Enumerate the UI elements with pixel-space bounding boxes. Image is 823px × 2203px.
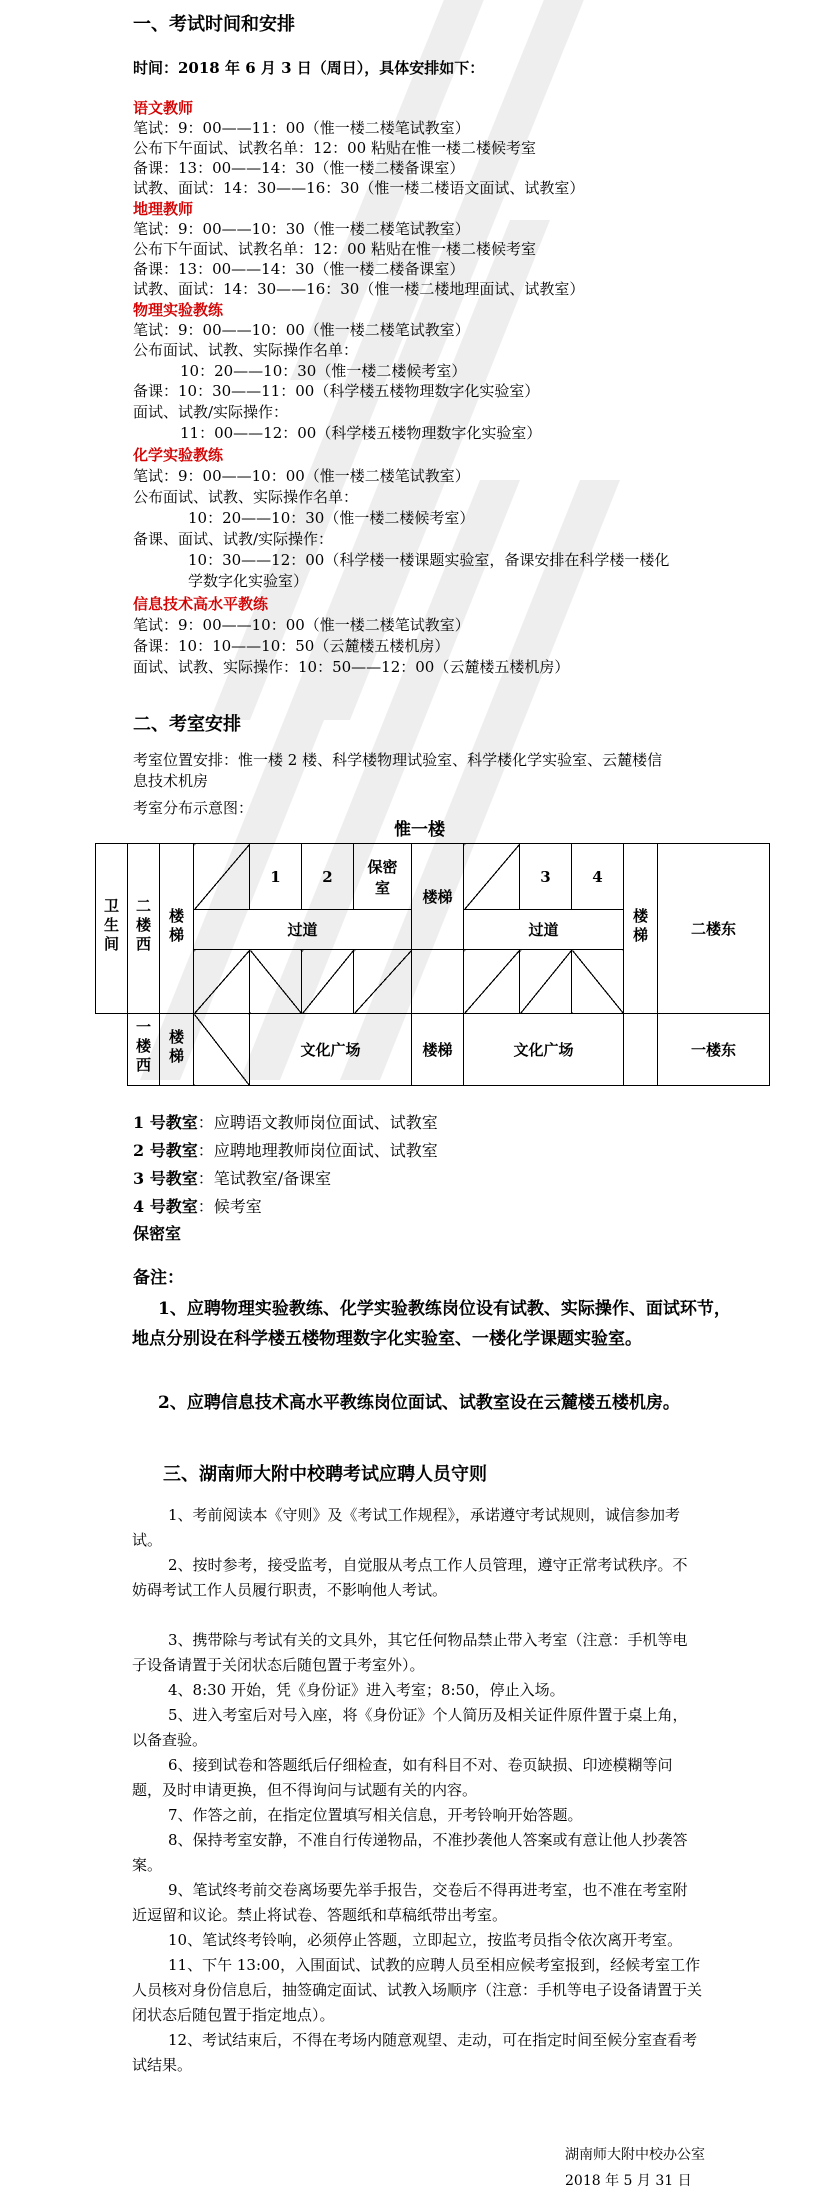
schedule-line: 11：00——12：00（科学楼五楼物理数字化实验室） [180,424,542,442]
note-1: 1、应聘物理实验教练、化学实验教练岗位设有试教、实际操作、面试环节，地点分别设在科学楼五楼物理数字化实验室、一楼化学课题实验室。 [132,1299,731,1349]
section3-title: 三、湖南师大附中校聘考试应聘人员守则 [163,1464,487,1485]
schedule-line: 10：30——12：00（科学楼一楼课题实验室，备课安排在科学楼一楼化 [188,551,670,569]
hatched-cell [194,844,250,910]
schedule-line: 面试、试教/实际操作： [133,403,289,421]
rule-item: 10、笔试终考铃响，必须停止答题，立即起立，按监考员指令依次离开考室。 [168,1931,683,1949]
schedule-line: 10：20——10：30（惟一楼二楼候考室） [180,362,467,380]
schedule-line: 公布下午面试、试教名单：12：00 粘贴在惟一楼二楼候考室 [133,240,536,258]
rule-item: 9、笔试终考前交卷离场要先举手报告，交卷后不得再进考室，也不准在考室附近逗留和议论。禁止将试卷、答题纸和草稿纸带出考室。 [132,1881,688,1924]
empty-cell [624,1014,658,1086]
stairs-cell: 楼梯 [412,844,464,950]
toilet-cell: 卫生间 [96,844,128,1014]
room-2-cell: 2 [302,844,354,910]
hatched-cell [464,950,520,1014]
culture-plaza-cell: 文化广场 [250,1014,412,1086]
empty-cell [96,1014,128,1086]
hatched-cell [194,950,250,1014]
east-1f-cell: 一楼东 [658,1014,770,1086]
rule-item: 4、8:30 开始，凭《身份证》进入考室；8:50，停止入场。 [168,1681,565,1699]
schedule-line: 公布面试、试教、实际操作名单： [133,488,359,506]
schedule-line: 试教、面试：14：30——16：30（惟一楼二楼地理面试、试教室） [133,280,585,298]
schedule-line: 备课：10：30——11：00（科学楼五楼物理数字化实验室） [133,382,540,400]
stairs-cell: 楼梯 [412,1014,464,1086]
west-2f-cell: 二楼西 [128,844,160,1014]
corridor-cell: 过道 [464,910,624,950]
room-location-line: 息技术机房 [133,772,209,790]
rule-item: 2、按时参考，接受监考，自觉服从考点工作人员管理，遵守正常考试秩序。不妨碍考试工作人员履行职责，不影响他人考试。 [132,1556,688,1599]
geography-teacher-heading: 地理教师 [133,200,194,218]
hatched-cell [194,1014,250,1086]
west-1f-cell: 一楼西 [128,1014,160,1086]
rule-item: 11、下午 13:00，入围面试、试教的应聘人员至相应候考室报到，经候考室工作人员核对身份信息后，抽签确定面试、试教入场顺序（注意：手机等电子设备请置于关闭状态后随包置于指定地点）。 [132,1956,703,2024]
secret-room-cell: 保密室 [354,844,412,910]
schedule-line: 学数字化实验室） [188,572,309,590]
stairs-cell: 楼梯 [160,844,194,1014]
corridor-cell: 过道 [194,910,412,950]
hatched-cell [302,950,354,1014]
hatched-cell [250,950,302,1014]
hatched-cell [464,844,520,910]
east-2f-cell: 二楼东 [658,844,770,1014]
room-1-cell: 1 [250,844,302,910]
rule-item: 6、接到试卷和答题纸后仔细检查，如有科目不对、卷页缺损、印迹模糊等问题，及时申请更换，但不得询问与试题有关的内容。 [132,1756,673,1799]
physics-coach-heading: 物理实验教练 [133,301,224,319]
schedule-line: 面试、试教、实际操作：10：50——12：00（云麓楼五楼机房） [133,658,570,676]
hatched-cell [572,950,624,1014]
room-location-line: 考室位置安排：惟一楼 2 楼、科学楼物理试验室、科学楼化学实验室、云麓楼信 [133,751,663,769]
room-legend-item: 保密室 [133,1224,182,1243]
schedule-line: 备课、面试、试教/实际操作： [133,530,334,548]
section2-title: 二、考室安排 [133,714,241,735]
schedule-line: 备课：13：00——14：30（惟一楼二楼备课室） [133,260,465,278]
room-layout-table [95,843,770,1086]
schedule-line: 备课：10：10——10：50（云麓楼五楼机房） [133,637,450,655]
it-coach-heading: 信息技术高水平教练 [133,595,269,613]
map-caption: 考室分布示意图： [133,799,254,817]
hatched-cell [520,950,572,1014]
room-3-cell: 3 [520,844,572,910]
hatched-cell [354,950,412,1014]
schedule-line: 备课：13：00——14：30（惟一楼二楼备课室） [133,159,465,177]
schedule-line: 10：20——10：30（惟一楼二楼候考室） [188,509,475,527]
culture-plaza-cell: 文化广场 [464,1014,624,1086]
section1-title: 一、考试时间和安排 [133,14,295,35]
note-2: 2、应聘信息技术高水平教练岗位面试、试教室设在云麓楼五楼机房。 [158,1393,680,1413]
room-4-cell: 4 [572,844,624,910]
stairs-cell: 楼梯 [624,844,658,1014]
room-legend-item: 1 号教室：应聘语文教师岗位面试、试教室 [133,1113,438,1132]
room-legend-item: 2 号教室：应聘地理教师岗位面试、试教室 [133,1141,438,1160]
room-legend-item: 3 号教室：笔试教室/备课室 [133,1169,332,1188]
schedule-line: 试教、面试：14：30——16：30（惟一楼二楼语文面试、试教室） [133,179,585,197]
rule-item: 8、保持考室安静，不准自行传递物品，不准抄袭他人答案或有意让他人抄袭答案。 [132,1831,688,1874]
rule-item: 12、考试结束后，不得在考场内随意观望、走动，可在指定时间至候分室查看考试结果。 [132,2031,698,2074]
rule-item: 5、进入考室后对号入座，将《身份证》个人简历及相关证件原件置于桌上角，以备查验。 [132,1706,688,1749]
rule-item: 3、携带除与考试有关的文具外，其它任何物品禁止带入考室（注意：手机等电子设备请置于关闭状态后随包置于考室外）。 [132,1631,688,1674]
schedule-line: 笔试：9：00——10：00（惟一楼二楼笔试教室） [133,467,470,485]
issuing-office: 湖南师大附中校办公室 [565,2147,705,2163]
chemistry-coach-heading: 化学实验教练 [133,446,224,464]
room-legend-item: 4 号教室：候考室 [133,1197,262,1216]
empty-cell [412,950,464,1014]
schedule-line: 笔试：9：00——10：00（惟一楼二楼笔试教室） [133,616,470,634]
schedule-line: 笔试：9：00——10：30（惟一楼二楼笔试教室） [133,220,470,238]
building-name: 惟一楼 [394,820,445,840]
issue-date: 2018 年 5 月 31 日 [565,2173,692,2189]
exam-date-intro: 时间：2018 年 6 月 3 日（周日），具体安排如下： [133,59,485,77]
schedule-line: 公布面试、试教、实际操作名单： [133,341,359,359]
rule-item: 7、作答之前，在指定位置填写相关信息，开考铃响开始答题。 [168,1806,583,1824]
schedule-line: 笔试：9：00——10：00（惟一楼二楼笔试教室） [133,321,470,339]
notes-title: 备注： [133,1268,184,1288]
stairs-cell: 楼梯 [160,1014,194,1086]
schedule-line: 笔试：9：00——11：00（惟一楼二楼笔试教室） [133,119,470,137]
rule-item: 1、考前阅读本《守则》及《考试工作规程》，承诺遵守考试规则，诚信参加考试。 [132,1506,681,1549]
schedule-line: 公布下午面试、试教名单：12：00 粘贴在惟一楼二楼候考室 [133,139,536,157]
chinese-teacher-heading: 语文教师 [133,99,194,117]
